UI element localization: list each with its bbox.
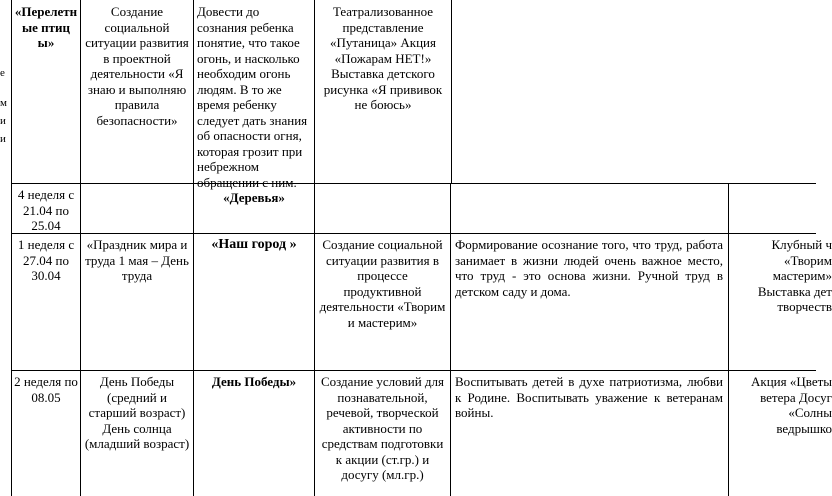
week-cell: 2 неделя по 08.05 bbox=[14, 374, 78, 405]
left-column-fragment: и bbox=[0, 115, 6, 127]
situation-cell: Создание социальной ситуации развития в процессе продуктивной деятельности «Творим и мастерим» bbox=[319, 237, 446, 330]
theme-cell: «Перелетные птицы» bbox=[14, 4, 78, 50]
grid-line bbox=[11, 183, 816, 184]
week-cell: 1 неделя с 27.04 по 30.04 bbox=[17, 237, 75, 283]
goal-cell: Воспитывать детей в духе патриотизма, любви к Родине. Воспитывать уважение к ветеранам войны. bbox=[455, 374, 723, 420]
goal-theme: «Деревья» bbox=[223, 190, 285, 205]
grid-line bbox=[11, 233, 816, 234]
grid-line bbox=[728, 183, 729, 496]
holiday-cell: День Победы (средний и старший возраст) День солнца (младший возраст) bbox=[84, 374, 190, 451]
events-cell: Театрализованное представление «Путаница» Акция «Пожарам НЕТ!» Выставка детского рисунка «Я прививок не боюсь» bbox=[323, 4, 443, 112]
grid-line bbox=[193, 0, 194, 496]
grid-line bbox=[11, 370, 816, 371]
goal-cell bbox=[197, 4, 311, 206]
left-column-fragment: е bbox=[0, 67, 5, 79]
grid-line bbox=[11, 0, 12, 496]
left-column-fragment: м bbox=[0, 97, 7, 109]
grid-line bbox=[451, 0, 452, 183]
events-cell: Клубный ч «Творим мастерим» Выставка дет творчеств bbox=[757, 237, 832, 314]
grid-line bbox=[450, 183, 451, 496]
situation-cell: Создание социальной ситуации развития в проектной деятельности «Я знаю и выполняю правила безопасности» bbox=[85, 4, 189, 128]
grid-line bbox=[80, 0, 81, 496]
situation-cell: Создание условий для познавательной, речевой, творческой активности по средствам подготовки к акции (ст.гр.) и досугу (мл.гр.) bbox=[320, 374, 445, 482]
events-cell: Акция «Цветы ветера Досуг «Солны ведрышко bbox=[751, 374, 832, 436]
holiday-cell: «Праздник мира и труда 1 мая – День труда bbox=[85, 237, 189, 283]
left-column-fragment: и bbox=[0, 133, 6, 145]
goal-text: Довести до сознания ребенка понятие, что такое огонь, и насколько необходим огонь людям. В то же время ребенку следует дать знания об опасности огня, которая грозит при небрежном обращении с ним. bbox=[197, 4, 308, 190]
theme-cell: День Победы» bbox=[211, 374, 297, 389]
theme-cell: «Наш город » bbox=[211, 237, 297, 252]
week-cell: 4 неделя с 21.04 по 25.04 bbox=[17, 187, 75, 233]
goal-cell: Формирование осознание того, что труд, работа занимает в жизни людей очень важное место, что труд - это основа жизни. Ручной труд в детском саду и дома. bbox=[455, 237, 723, 299]
grid-line bbox=[314, 0, 315, 496]
